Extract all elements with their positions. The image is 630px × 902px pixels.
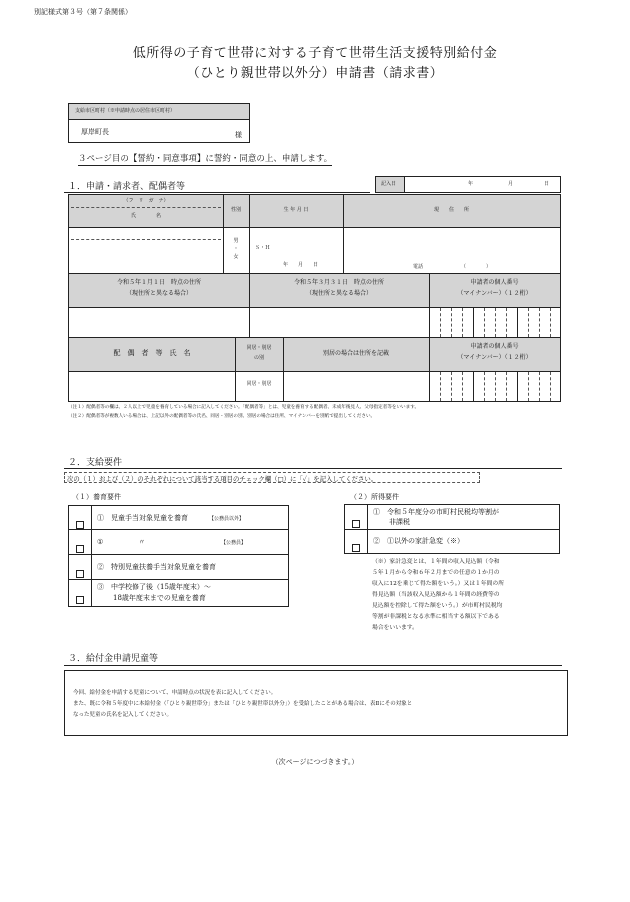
footer-continued: （次ページにつづきます。） [271,758,359,766]
req1-checkbox-1[interactable] [76,521,84,529]
req2-title: （２）所得要件 [350,493,399,501]
note-1: （注１）配偶者等の欄は、２人以上で児童を養育している場合に記入してください。「配偶者等」とは、児童を養育する配偶者、未成年後見人、父母指定者等をいいます。 [68,405,420,410]
page-title-line1: 低所得の子育て世帯に対する子育て世帯生活支援特別給付金 [132,46,498,61]
recipient-honorific: 様 [235,131,242,139]
req1-item-3-text: ② 特別児童扶養手当対象児童を養育 [97,563,216,571]
section3-line-3: なった児童の氏名を記入してください。 [73,712,173,718]
note-line-2: ５年１月から令和６年２月までの任意の１か月の [372,570,500,576]
cohab-label-1: 同居・別居 [246,345,272,351]
cohab-label-2: の別 [253,355,264,361]
note-line-5: 見込額を控除して得た額をいう。）が市町村民税均 [372,603,503,609]
req2-checkbox-2[interactable] [352,544,360,552]
name-label: 氏 名 [130,213,161,219]
req2-item-1-text2: 非課税 [389,518,410,526]
phone-input[interactable]: （ ） [461,264,492,270]
address-label: 現 住 所 [433,207,469,213]
spouse-mynumber-input[interactable] [430,372,560,401]
entry-day-label: 日 [544,181,550,187]
applicant-table [68,194,561,402]
req1-item-1-text: ① 児童手当対象児童を養育 [97,514,188,522]
pledge-text: ３ページ目の【誓約・同意事項】に誓約・同意の上、申請します。 [78,154,333,164]
addr-mar-input[interactable] [251,309,427,335]
mynumber2-label-2: （マイナンバー）（１２桁） [457,354,532,361]
gender-dot: ・ [233,246,239,252]
spouse-label: 配 偶 者 等 氏 名 [113,349,191,357]
entry-date-label: 記入日 [381,181,397,187]
instruction-box [64,472,480,483]
instruction-text: 次の（１）および（２）のそれぞれについて該当する項目のチェック欄（□）に「✓」を記入してください。 [67,475,378,483]
spouse-name-input[interactable] [71,373,233,399]
req1-checkbox-4[interactable] [76,596,84,604]
birth-label: 生 年 月 日 [283,207,309,213]
req1-checkbox-3[interactable] [76,570,84,578]
req1-item-2-text: ① 〃 [97,538,146,546]
section1-heading: １．申請・請求者、配偶者等 [68,182,186,192]
addr-mar-1: 令和５年３月３１日 時点の住所 [293,279,384,286]
entry-date-field[interactable] [375,176,561,193]
separate-addr-input[interactable] [285,373,427,399]
req1-item-4-text2: 18歳年度末までの児童を養育 [113,594,206,602]
mynumber-label-2: （マイナンバー）（１２桁） [457,290,532,297]
phone-label: 電話 [413,264,424,270]
gender-female[interactable]: 女 [233,254,239,260]
mynumber-input[interactable] [430,308,560,337]
furigana-input[interactable] [71,229,221,238]
addr-mar-2: （現住所と異なる場合） [305,290,372,297]
entry-month-label: 月 [508,181,514,187]
cohab-value[interactable]: 同居・別居 [246,381,272,387]
recipient-header: 支給市区町村（※申請時点の居住市区町村） [75,108,176,114]
gender-male[interactable]: 男 [233,238,239,244]
req1-item-1-tag: 【公務員以外】 [209,516,245,522]
form-code: 別記様式第３号（第７条関係） [34,8,132,16]
req1-item-2-tag: 【公務員】 [221,540,247,546]
section3-box [64,670,568,736]
household-change-note [372,557,504,634]
req2-item-2-text: ② ①以外の家計急変（※） [373,537,464,545]
section3-text [73,688,412,721]
page-title-line2: （ひとり親世帯以外分）申請書（請求書） [186,66,444,81]
addr-jan-1: 令和５年１月１日 時点の住所 [116,279,201,286]
req1-item-4-text: ③ 中学校修了後（15歳年度末）～ [97,583,211,591]
separate-addr-label: 別居の場合は住所を記載 [322,350,389,357]
req2-table [344,504,560,554]
addr-jan-2: （現住所と異なる場合） [125,290,192,297]
recipient-name[interactable]: 厚岸町長 [81,128,109,136]
note-line-6: 等割が非課税となる水準に相当する額以下である [372,614,500,620]
note-line-7: 場合をいいます。 [372,625,418,631]
address-input[interactable] [345,229,558,257]
req1-title: （１）養育要件 [72,493,121,501]
req2-item-1-text: ① 令和５年度分の市町村民税均等割が [373,508,499,516]
note-2: （注２）配偶者等が複数人いる場合は、上記以外の配偶者等の氏名、同居・別居の別、別居の場合は住所、マイナンバーを別紙で提出してください。 [68,414,376,419]
gender-label: 性別 [230,207,241,213]
req2-checkbox-1[interactable] [352,520,360,528]
section3-heading: ３．給付金申請児童等 [68,654,159,664]
era-label[interactable]: Ｓ・Ｈ [255,245,271,251]
section3-line-2: また、既に令和５年度中に本給付金（「ひとり親世帯分」または「ひとり親世帯以外分」）を受給したことがある場合は、表Ⅱにその対象と [73,701,413,707]
req1-table [68,505,289,607]
birth-ymd[interactable]: 年 月 日 [283,262,319,268]
section3-line-1: 今回、給付金を申請する児童について、申請時点の状況を表に記入してください。 [73,690,277,696]
note-line-1: （※）家計急変とは、１年間の収入見込額（令和 [372,559,500,565]
mynumber-label-1: 申請者の個人番号 [470,279,519,286]
req1-checkbox-2[interactable] [76,545,84,553]
entry-year-label: 年 [468,181,474,187]
addr-jan-input[interactable] [71,309,247,335]
name-input[interactable] [71,241,221,271]
note-line-4: 得見込額（当該収入見込額から１年間の経費等の [372,592,500,598]
note-line-3: 収入に12を乗じて得た額をいう。）又は１年間の所 [372,581,505,587]
section2-heading: ２．支給要件 [68,458,123,468]
mynumber2-label-1: 申請者の個人番号 [470,343,519,350]
recipient-box [68,103,250,143]
furigana-label: （フ リ ガ ナ） [123,198,169,204]
